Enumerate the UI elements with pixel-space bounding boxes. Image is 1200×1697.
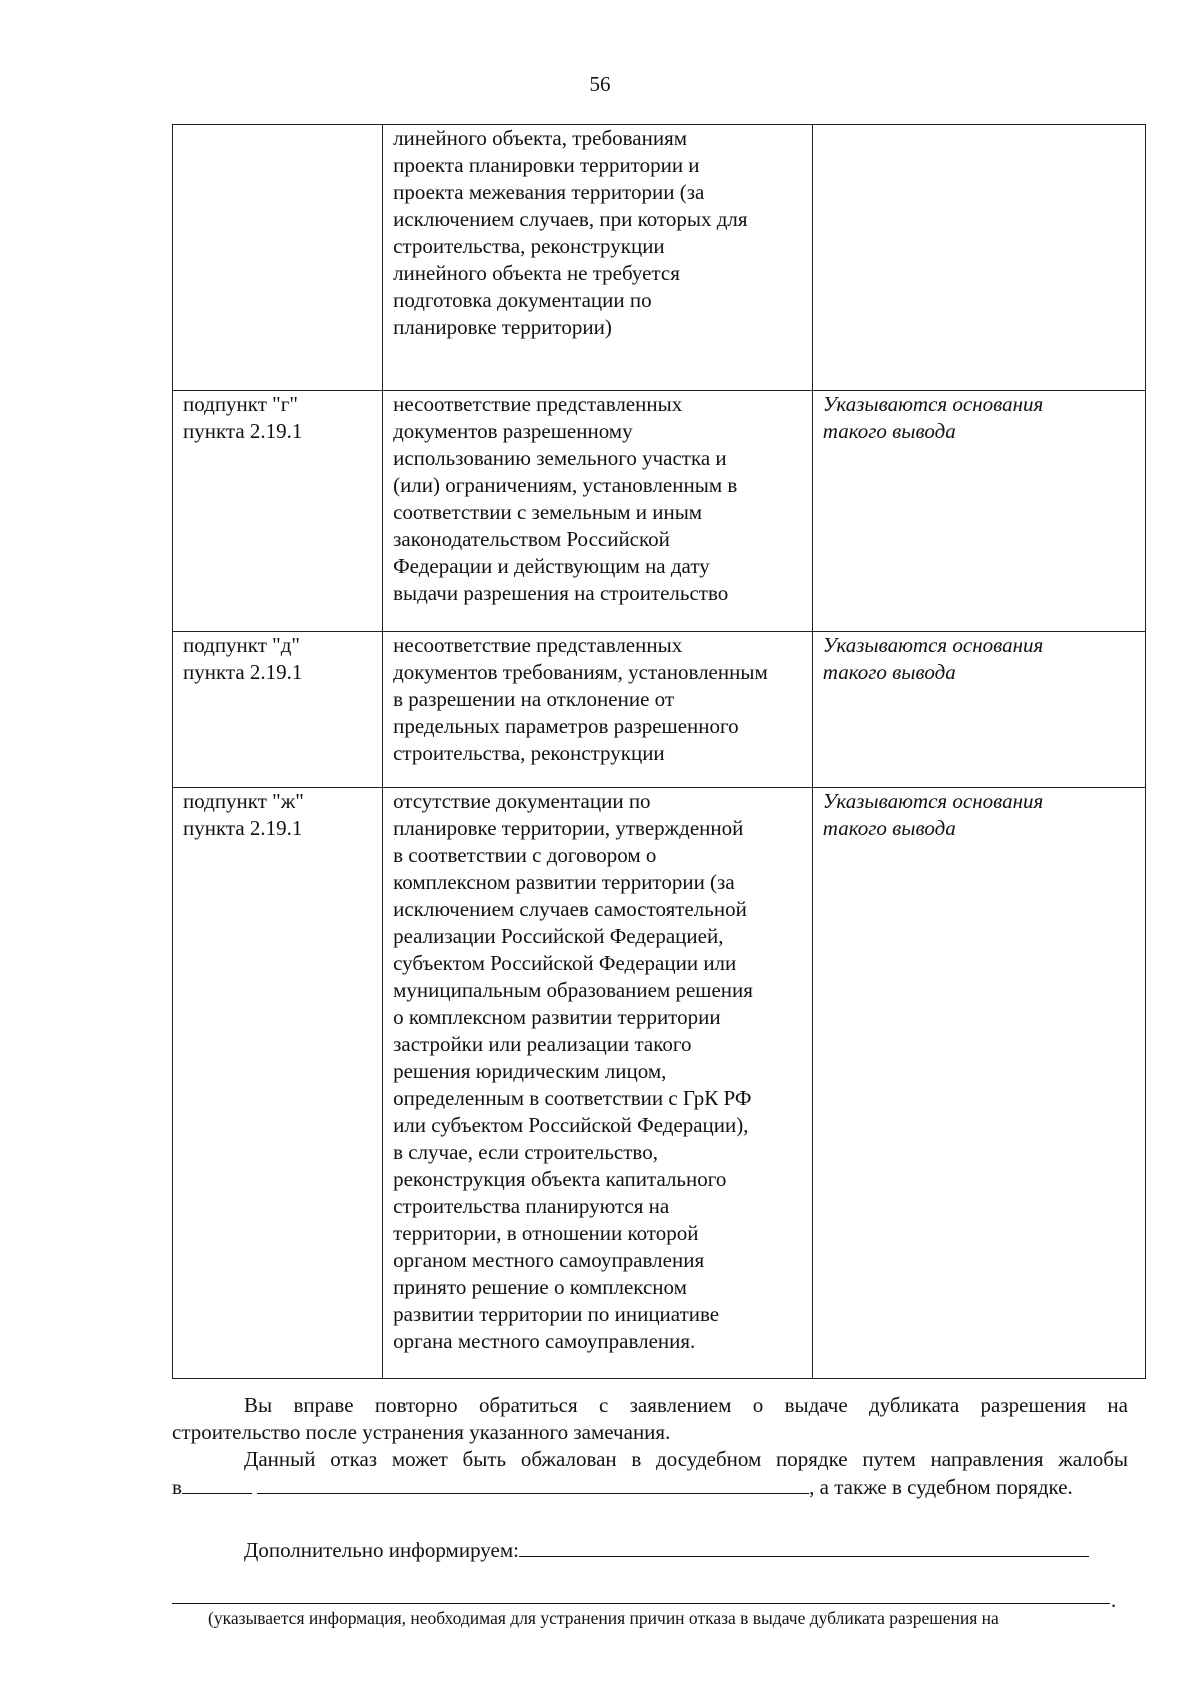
explanation-line: такого вывода	[822, 419, 956, 443]
reason-line: линейного объекта не требуется	[393, 261, 680, 285]
refusal-grounds-table	[172, 124, 1146, 1379]
reason-line: органом местного самоуправления	[393, 1248, 705, 1272]
ref-line: подпункт "ж"	[183, 789, 304, 813]
end-dot: .	[1111, 1588, 1117, 1612]
reason-line: в случае, если строительство,	[393, 1140, 658, 1164]
reason-line: подготовка документации по	[393, 288, 652, 312]
reapply-line-1: Вы вправе повторно обратиться с заявлением о выдаче дубликата разрешения на	[244, 1393, 1128, 1417]
explanation-line: Указываются основания	[822, 392, 1044, 416]
reason-line: Федерации и действующим на дату	[393, 554, 710, 578]
reason-line: определенным в соответствии с ГрК РФ	[393, 1086, 752, 1110]
reason-line: исключением случаев самостоятельной	[393, 897, 747, 921]
page-number: 56	[589, 72, 611, 96]
explanation-line: Указываются основания	[822, 633, 1044, 657]
ref-cell	[173, 125, 383, 391]
reason-cell	[383, 391, 813, 632]
reason-line: (или) ограничениям, установленным в	[393, 473, 738, 497]
reason-line: о комплексном развитии территории	[393, 1005, 721, 1029]
ref-line: подпункт "г"	[183, 392, 298, 416]
explanation-cell	[812, 125, 1145, 391]
reason-line: комплексном развитии территории (за	[393, 870, 735, 894]
reason-line: документов требованиям, установленным	[393, 660, 768, 684]
reason-line: проекта межевания территории (за	[393, 180, 705, 204]
body-address-blank[interactable]	[257, 1473, 809, 1494]
appeal-suffix: , а также в судебном порядке.	[809, 1475, 1073, 1499]
table-row	[173, 788, 1146, 1379]
reason-line: проекта планировки территории и	[393, 153, 700, 177]
reason-line: планировке территории, утвержденной	[393, 816, 744, 840]
appeal-line-1: Данный отказ может быть обжалован в досудебном порядке путем направления жалобы	[244, 1447, 1128, 1471]
ref-line: пункта 2.19.1	[183, 419, 303, 443]
ref-line: подпункт "д"	[183, 633, 300, 657]
reason-line: использованию земельного участка и	[393, 446, 727, 470]
reason-line: исключением случаев, при которых для	[393, 207, 748, 231]
reason-line: несоответствие представленных	[393, 392, 683, 416]
reason-line: соответствии с земельным и иным	[393, 500, 703, 524]
reason-line: решения юридическим лицом,	[393, 1059, 667, 1083]
ref-line: пункта 2.19.1	[183, 660, 303, 684]
additional-info-blank[interactable]	[519, 1536, 1089, 1557]
reason-line: предельных параметров разрешенного	[393, 714, 739, 738]
explanation-cell	[812, 391, 1145, 632]
ref-line: пункта 2.19.1	[183, 816, 303, 840]
reason-line: документов разрешенному	[393, 419, 633, 443]
reason-line: принято решение о комплексном	[393, 1275, 687, 1299]
ref-cell	[173, 632, 383, 788]
table-row	[173, 125, 1146, 391]
reason-line: субъектом Российской Федерации или	[393, 951, 737, 975]
reason-line: строительства, реконструкции	[393, 741, 665, 765]
reason-line: в соответствии с договором о	[393, 843, 657, 867]
footnote-hint: (указывается информация, необходимая для устранения причин отказа в выдаче дубликата разрешения на	[208, 1608, 999, 1628]
appeal-prefix: в	[172, 1475, 182, 1499]
reason-line: строительства планируются на	[393, 1194, 670, 1218]
reason-line: отсутствие документации по	[393, 789, 651, 813]
reason-line: несоответствие представленных	[393, 633, 683, 657]
reason-line: органа местного самоуправления.	[393, 1329, 696, 1353]
ref-cell	[173, 788, 383, 1379]
reason-line: или субъектом Российской Федерации),	[393, 1113, 749, 1137]
additional-info-line	[172, 1536, 1128, 1564]
explanation-line: такого вывода	[822, 816, 956, 840]
appeal-line-2	[172, 1473, 1128, 1501]
ref-cell	[173, 391, 383, 632]
explanation-line: такого вывода	[822, 660, 956, 684]
table-row	[173, 632, 1146, 788]
reason-line: реализации Российской Федерацией,	[393, 924, 724, 948]
explanation-cell	[812, 788, 1145, 1379]
reason-line: планировке территории)	[393, 315, 612, 339]
body-name-blank[interactable]	[182, 1473, 252, 1494]
reason-line: развитии территории по инициативе	[393, 1302, 720, 1326]
explanation-cell	[812, 632, 1145, 788]
reason-cell	[383, 125, 813, 391]
reason-line: в разрешении на отклонение от	[393, 687, 675, 711]
reason-line: реконструкция объекта капитального	[393, 1167, 727, 1191]
reason-cell	[383, 788, 813, 1379]
reapply-line-2: строительство после устранения указанного замечания.	[172, 1420, 671, 1444]
table-row	[173, 391, 1146, 632]
additional-info-label: Дополнительно информируем:	[244, 1538, 519, 1562]
reason-line: законодательством Российской	[393, 527, 670, 551]
reason-line: территории, в отношении которой	[393, 1221, 699, 1245]
explanation-line: Указываются основания	[822, 789, 1044, 813]
reason-line: застройки или реализации такого	[393, 1032, 692, 1056]
reason-line: выдачи разрешения на строительство	[393, 581, 729, 605]
reason-line: линейного объекта, требованиям	[393, 126, 688, 150]
additional-info-blank-line[interactable]	[172, 1603, 1110, 1604]
reason-line: строительства, реконструкции	[393, 234, 665, 258]
reason-line: муниципальным образованием решения	[393, 978, 753, 1002]
reason-cell	[383, 632, 813, 788]
